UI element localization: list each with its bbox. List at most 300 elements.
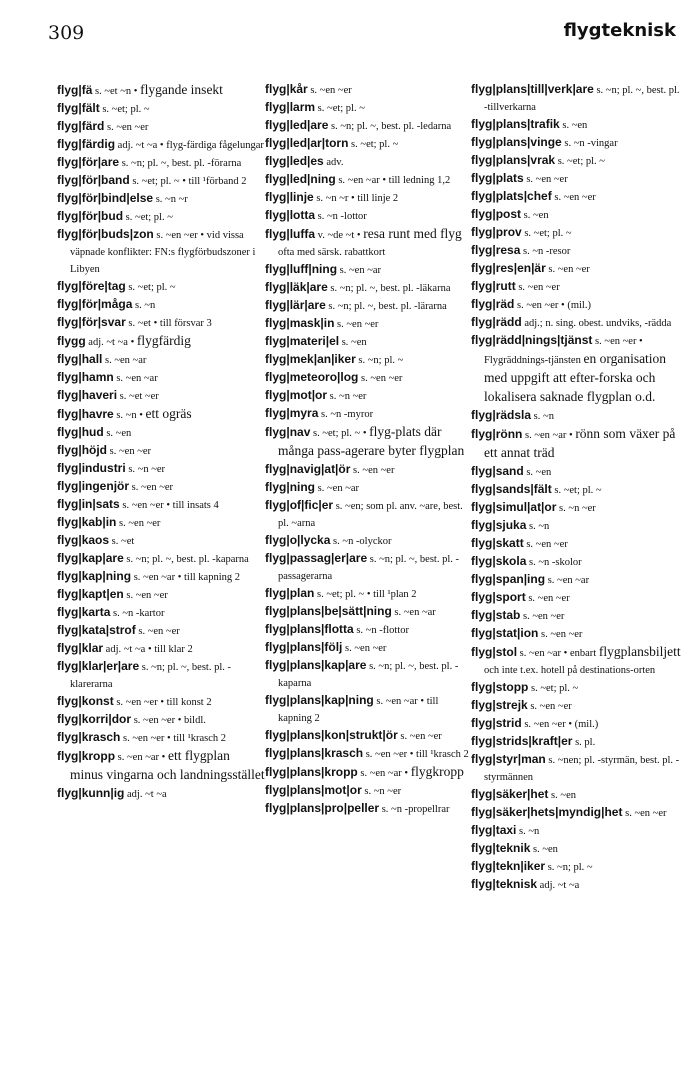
definition: rönn som växer på ett annat träd bbox=[484, 426, 676, 460]
grammar-info: s. ~n; pl. ~, best. pl. -lärarna bbox=[325, 301, 447, 312]
dictionary-column-3 bbox=[471, 81, 683, 894]
grammar-info: s. ~n; pl. ~, best. pl. -läkarna bbox=[327, 283, 451, 294]
dictionary-entry bbox=[265, 279, 473, 297]
grammar-info: adv. bbox=[323, 157, 344, 168]
dictionary-entry bbox=[471, 553, 683, 571]
dictionary-entry bbox=[57, 314, 265, 332]
grammar-info: s. ~n -olyckor bbox=[330, 536, 392, 547]
dictionary-entry bbox=[57, 785, 265, 803]
dictionary-entry bbox=[471, 425, 683, 463]
grammar-info: s. ~n bbox=[531, 411, 554, 422]
grammar-info: s. ~en ~er • till ¹krasch 2 bbox=[363, 749, 469, 760]
headword: flyg|före|tag bbox=[57, 279, 126, 293]
dictionary-entry bbox=[57, 747, 265, 785]
dictionary-entry bbox=[471, 607, 683, 625]
dictionary-entry bbox=[57, 478, 265, 496]
dictionary-entry bbox=[57, 532, 265, 550]
dictionary-entry bbox=[57, 332, 265, 351]
dictionary-entry bbox=[57, 172, 265, 190]
dictionary-entry bbox=[471, 81, 683, 116]
grammar-info: s. ~en ~er bbox=[515, 282, 560, 293]
headword: flyg|nav bbox=[265, 425, 311, 439]
grammar-info: s. ~et; pl. ~ • till ¹förband 2 bbox=[129, 176, 247, 187]
dictionary-entry bbox=[57, 640, 265, 658]
headword: flyg|passag|er|are bbox=[265, 551, 368, 565]
dictionary-entry bbox=[57, 658, 265, 693]
dictionary-entry bbox=[265, 81, 473, 99]
dictionary-entry bbox=[57, 604, 265, 622]
headword: flyg|rädd bbox=[471, 315, 522, 329]
headword: flyg|plats|chef bbox=[471, 189, 552, 203]
headword: flyg|kaos bbox=[57, 533, 110, 547]
dictionary-entry bbox=[265, 727, 473, 745]
headword: flyg|of|fic|er bbox=[265, 498, 334, 512]
headword: flyg|rönn bbox=[471, 427, 523, 441]
headword: flyg|plans|be|sätt|ning bbox=[265, 604, 392, 618]
headword: flyg|strids|kraft|er bbox=[471, 734, 573, 748]
headword: flyg|industri bbox=[57, 461, 126, 475]
grammar-info: s. ~en ~er bbox=[135, 626, 180, 637]
grammar-info: s. ~en bbox=[523, 467, 552, 478]
dictionary-entry bbox=[471, 751, 683, 786]
dictionary-entry bbox=[265, 532, 473, 550]
grammar-info: s. ~en ~er bbox=[545, 264, 590, 275]
headword: flyg|färdig bbox=[57, 137, 116, 151]
grammar-info: s. ~n -resor bbox=[520, 246, 571, 257]
dictionary-entry bbox=[265, 207, 473, 225]
headword: flyg|rädsla bbox=[471, 408, 532, 422]
dictionary-entry bbox=[57, 387, 265, 405]
dictionary-entry bbox=[471, 481, 683, 499]
dictionary-entry bbox=[471, 786, 683, 804]
grammar-info: s. ~en ~er bbox=[129, 482, 174, 493]
dictionary-entry bbox=[57, 693, 265, 711]
grammar-info: s. ~en ~ar bbox=[315, 483, 360, 494]
grammar-info: s. ~en ~er • till ¹krasch 2 bbox=[120, 733, 227, 744]
headword: flyg|sjuka bbox=[471, 518, 527, 532]
grammar-info: s. ~en ~ar • till kapning 2 bbox=[131, 572, 240, 583]
headword: flyg|ingenjör bbox=[57, 479, 130, 493]
grammar-info: s. ~en ~er bbox=[350, 465, 395, 476]
dictionary-entry bbox=[57, 190, 265, 208]
headword: flyg|led|are bbox=[265, 118, 329, 132]
headword: flyg|havre bbox=[57, 407, 114, 421]
dictionary-entry bbox=[57, 81, 265, 100]
dictionary-entry bbox=[471, 206, 683, 224]
dictionary-entry bbox=[471, 278, 683, 296]
headword: flyg|hall bbox=[57, 352, 103, 366]
grammar-info: adj. ~t ~a bbox=[537, 880, 580, 891]
grammar-info: s. ~en ~er • till insats 4 bbox=[119, 500, 219, 511]
dictionary-entry bbox=[471, 332, 683, 407]
dictionary-entry bbox=[265, 461, 473, 479]
dictionary-entry bbox=[57, 586, 265, 604]
headword: flyg|karta bbox=[57, 605, 111, 619]
dictionary-entry bbox=[57, 568, 265, 586]
grammar-info: s. ~n bbox=[516, 826, 540, 837]
grammar-info: s. ~n -skolor bbox=[526, 557, 582, 568]
dictionary-entry bbox=[57, 442, 265, 460]
grammar-info: s. ~en ~er bbox=[104, 122, 149, 133]
grammar-info: s. ~et • till försvar 3 bbox=[125, 318, 212, 329]
grammar-info: s. ~n -propellrar bbox=[379, 804, 450, 815]
definition: flygfärdig bbox=[136, 333, 191, 348]
headword: flyg|rutt bbox=[471, 279, 516, 293]
grammar-info: adj. ~t ~a • bbox=[85, 337, 137, 348]
usage-note: och inte t.ex. hotell på destinations-orten bbox=[484, 665, 656, 676]
dictionary-entry bbox=[471, 715, 683, 733]
grammar-info: s. ~en ~ar • bbox=[357, 768, 411, 779]
grammar-info: s. ~et; pl. ~ • till ¹plan 2 bbox=[314, 589, 417, 600]
grammar-info: adj. ~t ~a • flyg-färdiga fågelungar bbox=[115, 140, 264, 151]
dictionary-entry bbox=[57, 369, 265, 387]
headword: flyg|plans|följ bbox=[265, 640, 343, 654]
dictionary-entry bbox=[471, 733, 683, 751]
dictionary-entry bbox=[57, 100, 265, 118]
grammar-info: s. ~en ~ar • enbart bbox=[517, 648, 599, 659]
grammar-info: s. ~n bbox=[132, 300, 156, 311]
dictionary-entry bbox=[265, 297, 473, 315]
definition: resa runt med flyg bbox=[363, 226, 462, 241]
grammar-info: s. ~n ~er bbox=[125, 464, 166, 475]
grammar-info: s. ~n; pl. ~, best. pl. -passagerarna bbox=[278, 554, 459, 582]
headword: flyg|span|ing bbox=[471, 572, 546, 586]
dictionary-entry bbox=[265, 657, 473, 692]
grammar-info: adj.; n. sing. obest. undviks, -rädda bbox=[521, 318, 672, 329]
page-number: 309 bbox=[48, 22, 85, 44]
grammar-info: s. ~en ~er bbox=[525, 593, 570, 604]
dictionary-entry bbox=[265, 800, 473, 818]
headword: flyg|navig|at|ör bbox=[265, 462, 351, 476]
grammar-info: s. ~et ~n • bbox=[92, 86, 141, 97]
dictionary-entry bbox=[471, 224, 683, 242]
headword: flyg|kap|are bbox=[57, 551, 124, 565]
dictionary-entry bbox=[265, 423, 473, 461]
headword: flyg|led|ning bbox=[265, 172, 336, 186]
headword: flyg|mask|in bbox=[265, 316, 335, 330]
headword: flyg|plans|trafik bbox=[471, 117, 560, 131]
headword: flyg|simul|at|or bbox=[471, 500, 557, 514]
dictionary-entry bbox=[265, 171, 473, 189]
grammar-info: s. ~en ~ar • bbox=[115, 752, 168, 763]
dictionary-entry bbox=[471, 260, 683, 278]
grammar-info: s. ~n; pl. ~ bbox=[355, 355, 404, 366]
headword: flyg|led|ar|torn bbox=[265, 136, 349, 150]
dictionary-column-1 bbox=[57, 81, 265, 803]
headword: flyg|lotta bbox=[265, 208, 316, 222]
headword: flyg|säker|het bbox=[471, 787, 549, 801]
grammar-info: s. ~en ~er bbox=[307, 85, 352, 96]
headword: flyg|plans|kropp bbox=[265, 765, 358, 779]
grammar-info: s. ~en ~er bbox=[520, 611, 565, 622]
headword: flyg|plans|kap|ning bbox=[265, 693, 374, 707]
dictionary-entry bbox=[57, 424, 265, 442]
headword: flyg|in|sats bbox=[57, 497, 120, 511]
dictionary-entry bbox=[265, 387, 473, 405]
grammar-info: s. ~n -vingar bbox=[561, 138, 618, 149]
running-head: flygteknisk bbox=[563, 20, 676, 41]
dictionary-entry bbox=[57, 460, 265, 478]
grammar-info: s. ~n ~er bbox=[327, 391, 367, 402]
definition: ett flygplan minus vingarna och landningsstället bbox=[70, 748, 265, 782]
headword: flyg|för|bind|else bbox=[57, 191, 154, 205]
definition: flygplansbiljett bbox=[598, 644, 681, 659]
headword: flyg|konst bbox=[57, 694, 114, 708]
dictionary-entry bbox=[57, 550, 265, 568]
headword: flyg|skola bbox=[471, 554, 527, 568]
headword: flyg|kunn|ig bbox=[57, 786, 125, 800]
dictionary-entry bbox=[265, 261, 473, 279]
dictionary-column-2 bbox=[265, 81, 473, 818]
grammar-info: s. ~n ~r • till linje 2 bbox=[313, 193, 399, 204]
headword: flyg|sands|fält bbox=[471, 482, 552, 496]
headword: flyg|kata|strof bbox=[57, 623, 136, 637]
grammar-info: s. ~nen; pl. -styrmän, best. pl. -styrmännen bbox=[484, 755, 680, 783]
grammar-info: s. ~n -flottor bbox=[353, 625, 409, 636]
headword: flyg|taxi bbox=[471, 823, 517, 837]
headword: flyg|post bbox=[471, 207, 522, 221]
grammar-info: adj. ~t ~a • till klar 2 bbox=[103, 644, 193, 655]
grammar-info: s. pl. bbox=[572, 737, 596, 748]
headword: flyg|plans|mot|or bbox=[265, 783, 362, 797]
headword: flyg|kår bbox=[265, 82, 308, 96]
definition: flyg-plats där många pass-agerare byter flygplan bbox=[278, 424, 465, 458]
dictionary-entry bbox=[57, 622, 265, 640]
grammar-info: s. ~en ~er bbox=[527, 701, 572, 712]
dictionary-entry bbox=[471, 571, 683, 589]
grammar-info: s. ~en bbox=[339, 337, 367, 348]
grammar-info: s. ~n; pl. ~, best. pl. -kaparna bbox=[123, 554, 249, 565]
grammar-info: s. ~n ~er bbox=[361, 786, 402, 797]
headword: flyg|färd bbox=[57, 119, 105, 133]
dictionary-entry bbox=[57, 226, 265, 278]
headword: flyg|för|bud bbox=[57, 209, 124, 223]
headword: flyg|o|lycka bbox=[265, 533, 331, 547]
headword: flyg|myra bbox=[265, 406, 319, 420]
grammar-info: s. ~en ~ar bbox=[391, 607, 436, 618]
headword: flyg|stopp bbox=[471, 680, 529, 694]
dictionary-entry bbox=[265, 585, 473, 603]
headword: flyg|klar|er|are bbox=[57, 659, 140, 673]
headword: flyg|plans|till|verk|are bbox=[471, 82, 594, 96]
headword: flyg|plans|kap|are bbox=[265, 658, 367, 672]
grammar-info: s. ~en ~ar • till ledning 1,2 bbox=[335, 175, 451, 186]
dictionary-entry bbox=[471, 116, 683, 134]
headword: flyg|korri|dor bbox=[57, 712, 132, 726]
headword: flyg|kap|ning bbox=[57, 569, 132, 583]
dictionary-entry bbox=[471, 407, 683, 425]
dictionary-entry bbox=[471, 463, 683, 481]
grammar-info: s. ~en ~ar • till kapning 2 bbox=[278, 696, 439, 724]
headword: flyg|linje bbox=[265, 190, 314, 204]
headword: flyg|för|buds|zon bbox=[57, 227, 154, 241]
grammar-info: s. ~en ~ar bbox=[337, 265, 382, 276]
headword: flyg|plans|vrak bbox=[471, 153, 556, 167]
dictionary-entry bbox=[471, 876, 683, 894]
headword: flyg|kab|in bbox=[57, 515, 117, 529]
headword: flyg|ning bbox=[265, 480, 316, 494]
dictionary-entry bbox=[57, 711, 265, 729]
grammar-info: s. ~n -kartor bbox=[110, 608, 165, 619]
dictionary-entry bbox=[471, 589, 683, 607]
grammar-info: s. ~en ~er bbox=[342, 643, 387, 654]
grammar-info: s. ~en ~er bbox=[538, 629, 583, 640]
headword: flyg|höjd bbox=[57, 443, 108, 457]
grammar-info: s. ~en ~er bbox=[551, 192, 596, 203]
grammar-info: s. ~en ~ar bbox=[102, 355, 147, 366]
grammar-info: s. ~en ~er • (mil.) bbox=[514, 300, 591, 311]
dictionary-entry bbox=[57, 278, 265, 296]
definition: en organisation med uppgift att efter-forska och lokalisera saknade flygplan o.d. bbox=[484, 351, 667, 404]
dictionary-entry bbox=[265, 621, 473, 639]
dictionary-entry bbox=[265, 639, 473, 657]
grammar-info: s. ~en; som pl. anv. ~are, best. pl. ~arna bbox=[278, 501, 463, 529]
headword: flyg|teknisk bbox=[471, 877, 538, 891]
dictionary-entry bbox=[57, 136, 265, 154]
dictionary-entry bbox=[265, 135, 473, 153]
grammar-info: s. ~en ~ar • bbox=[522, 430, 576, 441]
headword: flyg|styr|man bbox=[471, 752, 546, 766]
headword: flyg|mek|an|iker bbox=[265, 352, 356, 366]
grammar-info: s. ~n ~r bbox=[153, 194, 188, 205]
grammar-info: s. ~n; pl. ~, best. pl. -ledarna bbox=[328, 121, 452, 132]
grammar-info: s. ~et; pl. ~ bbox=[528, 683, 579, 694]
dictionary-entry bbox=[471, 804, 683, 822]
headword: flyg|luff|ning bbox=[265, 262, 338, 276]
headword: flyg|för|måga bbox=[57, 297, 133, 311]
grammar-info: s. ~n • bbox=[113, 410, 146, 421]
headword: flyg|stat|ion bbox=[471, 626, 539, 640]
headword: flyg|lär|are bbox=[265, 298, 326, 312]
dictionary-entry bbox=[471, 499, 683, 517]
dictionary-entry bbox=[471, 242, 683, 260]
dictionary-entry bbox=[265, 333, 473, 351]
headword: flyg|prov bbox=[471, 225, 522, 239]
headword: flygg bbox=[57, 334, 86, 348]
grammar-info: s. ~en ~er • vid vissa väpnade konflikter: FN:s flygförbudszoner i Libyen bbox=[70, 230, 256, 275]
headword: flyg|larm bbox=[265, 100, 316, 114]
headword: flyg|stab bbox=[471, 608, 521, 622]
dictionary-entry bbox=[265, 99, 473, 117]
grammar-info: s. ~et ~er bbox=[117, 391, 159, 402]
dictionary-entry bbox=[471, 840, 683, 858]
grammar-info: s. ~n; pl. ~ bbox=[545, 862, 593, 873]
grammar-info: s. ~n ~er bbox=[556, 503, 596, 514]
usage-note: ofta med särsk. rabattkort bbox=[278, 247, 386, 258]
grammar-info: s. ~n; pl. ~, best. pl. -tillverkarna bbox=[484, 85, 680, 113]
grammar-info: s. ~en ~er • (mil.) bbox=[521, 719, 599, 730]
grammar-info: s. ~en bbox=[530, 844, 558, 855]
grammar-info: s. ~en ~er bbox=[523, 539, 568, 550]
dictionary-entry bbox=[57, 496, 265, 514]
grammar-info: s. ~et; pl. ~ bbox=[99, 104, 150, 115]
dictionary-entry bbox=[265, 189, 473, 207]
grammar-info: s. ~en ~er bbox=[622, 808, 667, 819]
grammar-info: s. ~n; pl. ~, best. pl. -kaparna bbox=[278, 661, 459, 689]
grammar-info: s. ~en ~er bbox=[116, 518, 161, 529]
headword: flyg|klar bbox=[57, 641, 104, 655]
definition: flygande insekt bbox=[140, 82, 223, 97]
headword: flyg|säker|hets|myndig|het bbox=[471, 805, 623, 819]
dictionary-entry bbox=[265, 603, 473, 621]
dictionary-entry bbox=[265, 692, 473, 727]
headword: flyg|räd bbox=[471, 297, 515, 311]
grammar-info: s. ~en ~er • till konst 2 bbox=[113, 697, 212, 708]
headword: flyg|sand bbox=[471, 464, 524, 478]
headword: flyg|plans|kon|strukt|ör bbox=[265, 728, 398, 742]
dictionary-entry bbox=[471, 314, 683, 332]
dictionary-entry bbox=[471, 643, 683, 679]
dictionary-entry bbox=[471, 858, 683, 876]
grammar-info: v. ~de ~t • bbox=[315, 230, 364, 241]
dictionary-entry bbox=[471, 134, 683, 152]
grammar-info: s. ~n -myror bbox=[318, 409, 374, 420]
dictionary-entry bbox=[265, 763, 473, 782]
dictionary-entry bbox=[265, 351, 473, 369]
grammar-info: s. ~en ~er bbox=[397, 731, 442, 742]
headword: flyg|fä bbox=[57, 83, 93, 97]
grammar-info: s. ~en ~ar bbox=[545, 575, 590, 586]
grammar-info: s. ~en ~er bbox=[523, 174, 568, 185]
headword: flyg|kropp bbox=[57, 749, 116, 763]
dictionary-entry bbox=[471, 625, 683, 643]
grammar-info: s. ~en bbox=[548, 790, 576, 801]
headword: flyg|skatt bbox=[471, 536, 524, 550]
dictionary-entry bbox=[265, 315, 473, 333]
grammar-info: s. ~n -lottor bbox=[315, 211, 367, 222]
dictionary-entry bbox=[265, 479, 473, 497]
headword: flyg|plans|pro|peller bbox=[265, 801, 380, 815]
dictionary-entry bbox=[471, 822, 683, 840]
grammar-info: s. ~et; pl. ~ bbox=[551, 485, 602, 496]
grammar-info: s. ~et; pl. ~ bbox=[555, 156, 605, 167]
definition: flygkropp bbox=[410, 764, 464, 779]
grammar-info: s. ~en bbox=[521, 210, 549, 221]
headword: flyg|plans|krasch bbox=[265, 746, 364, 760]
dictionary-entry bbox=[265, 745, 473, 763]
dictionary-entry bbox=[471, 152, 683, 170]
headword: flyg|plan bbox=[265, 586, 315, 600]
headword: flyg|strejk bbox=[471, 698, 528, 712]
grammar-info: s. ~et; pl. ~ bbox=[315, 103, 365, 114]
definition: ett ogräs bbox=[145, 406, 192, 421]
grammar-info: s. ~et; pl. ~ bbox=[123, 212, 173, 223]
headword: flyg|stol bbox=[471, 645, 518, 659]
grammar-info: s. ~en ~er bbox=[358, 373, 403, 384]
headword: flyg|plans|flotta bbox=[265, 622, 354, 636]
dictionary-entry bbox=[471, 170, 683, 188]
dictionary-entry bbox=[265, 550, 473, 585]
grammar-info: s. ~et bbox=[109, 536, 135, 547]
headword: flyg|plans|vinge bbox=[471, 135, 562, 149]
grammar-info: s. ~et; pl. ~ • bbox=[310, 428, 370, 439]
headword: flyg|för|band bbox=[57, 173, 130, 187]
dictionary-entry bbox=[57, 514, 265, 532]
grammar-info: s. ~et; pl. ~ bbox=[125, 282, 176, 293]
headword: flyg|hud bbox=[57, 425, 104, 439]
grammar-info: s. ~en ~ar bbox=[113, 373, 158, 384]
headword: flyg|för|svar bbox=[57, 315, 126, 329]
dictionary-entry bbox=[57, 405, 265, 424]
headword: flyg|mot|or bbox=[265, 388, 328, 402]
headword: flyg|led|es bbox=[265, 154, 324, 168]
dictionary-entry bbox=[265, 225, 473, 261]
dictionary-entry bbox=[265, 497, 473, 532]
dictionary-entry bbox=[57, 351, 265, 369]
dictionary-entry bbox=[471, 517, 683, 535]
headword: flyg|krasch bbox=[57, 730, 121, 744]
headword: flyg|haveri bbox=[57, 388, 118, 402]
